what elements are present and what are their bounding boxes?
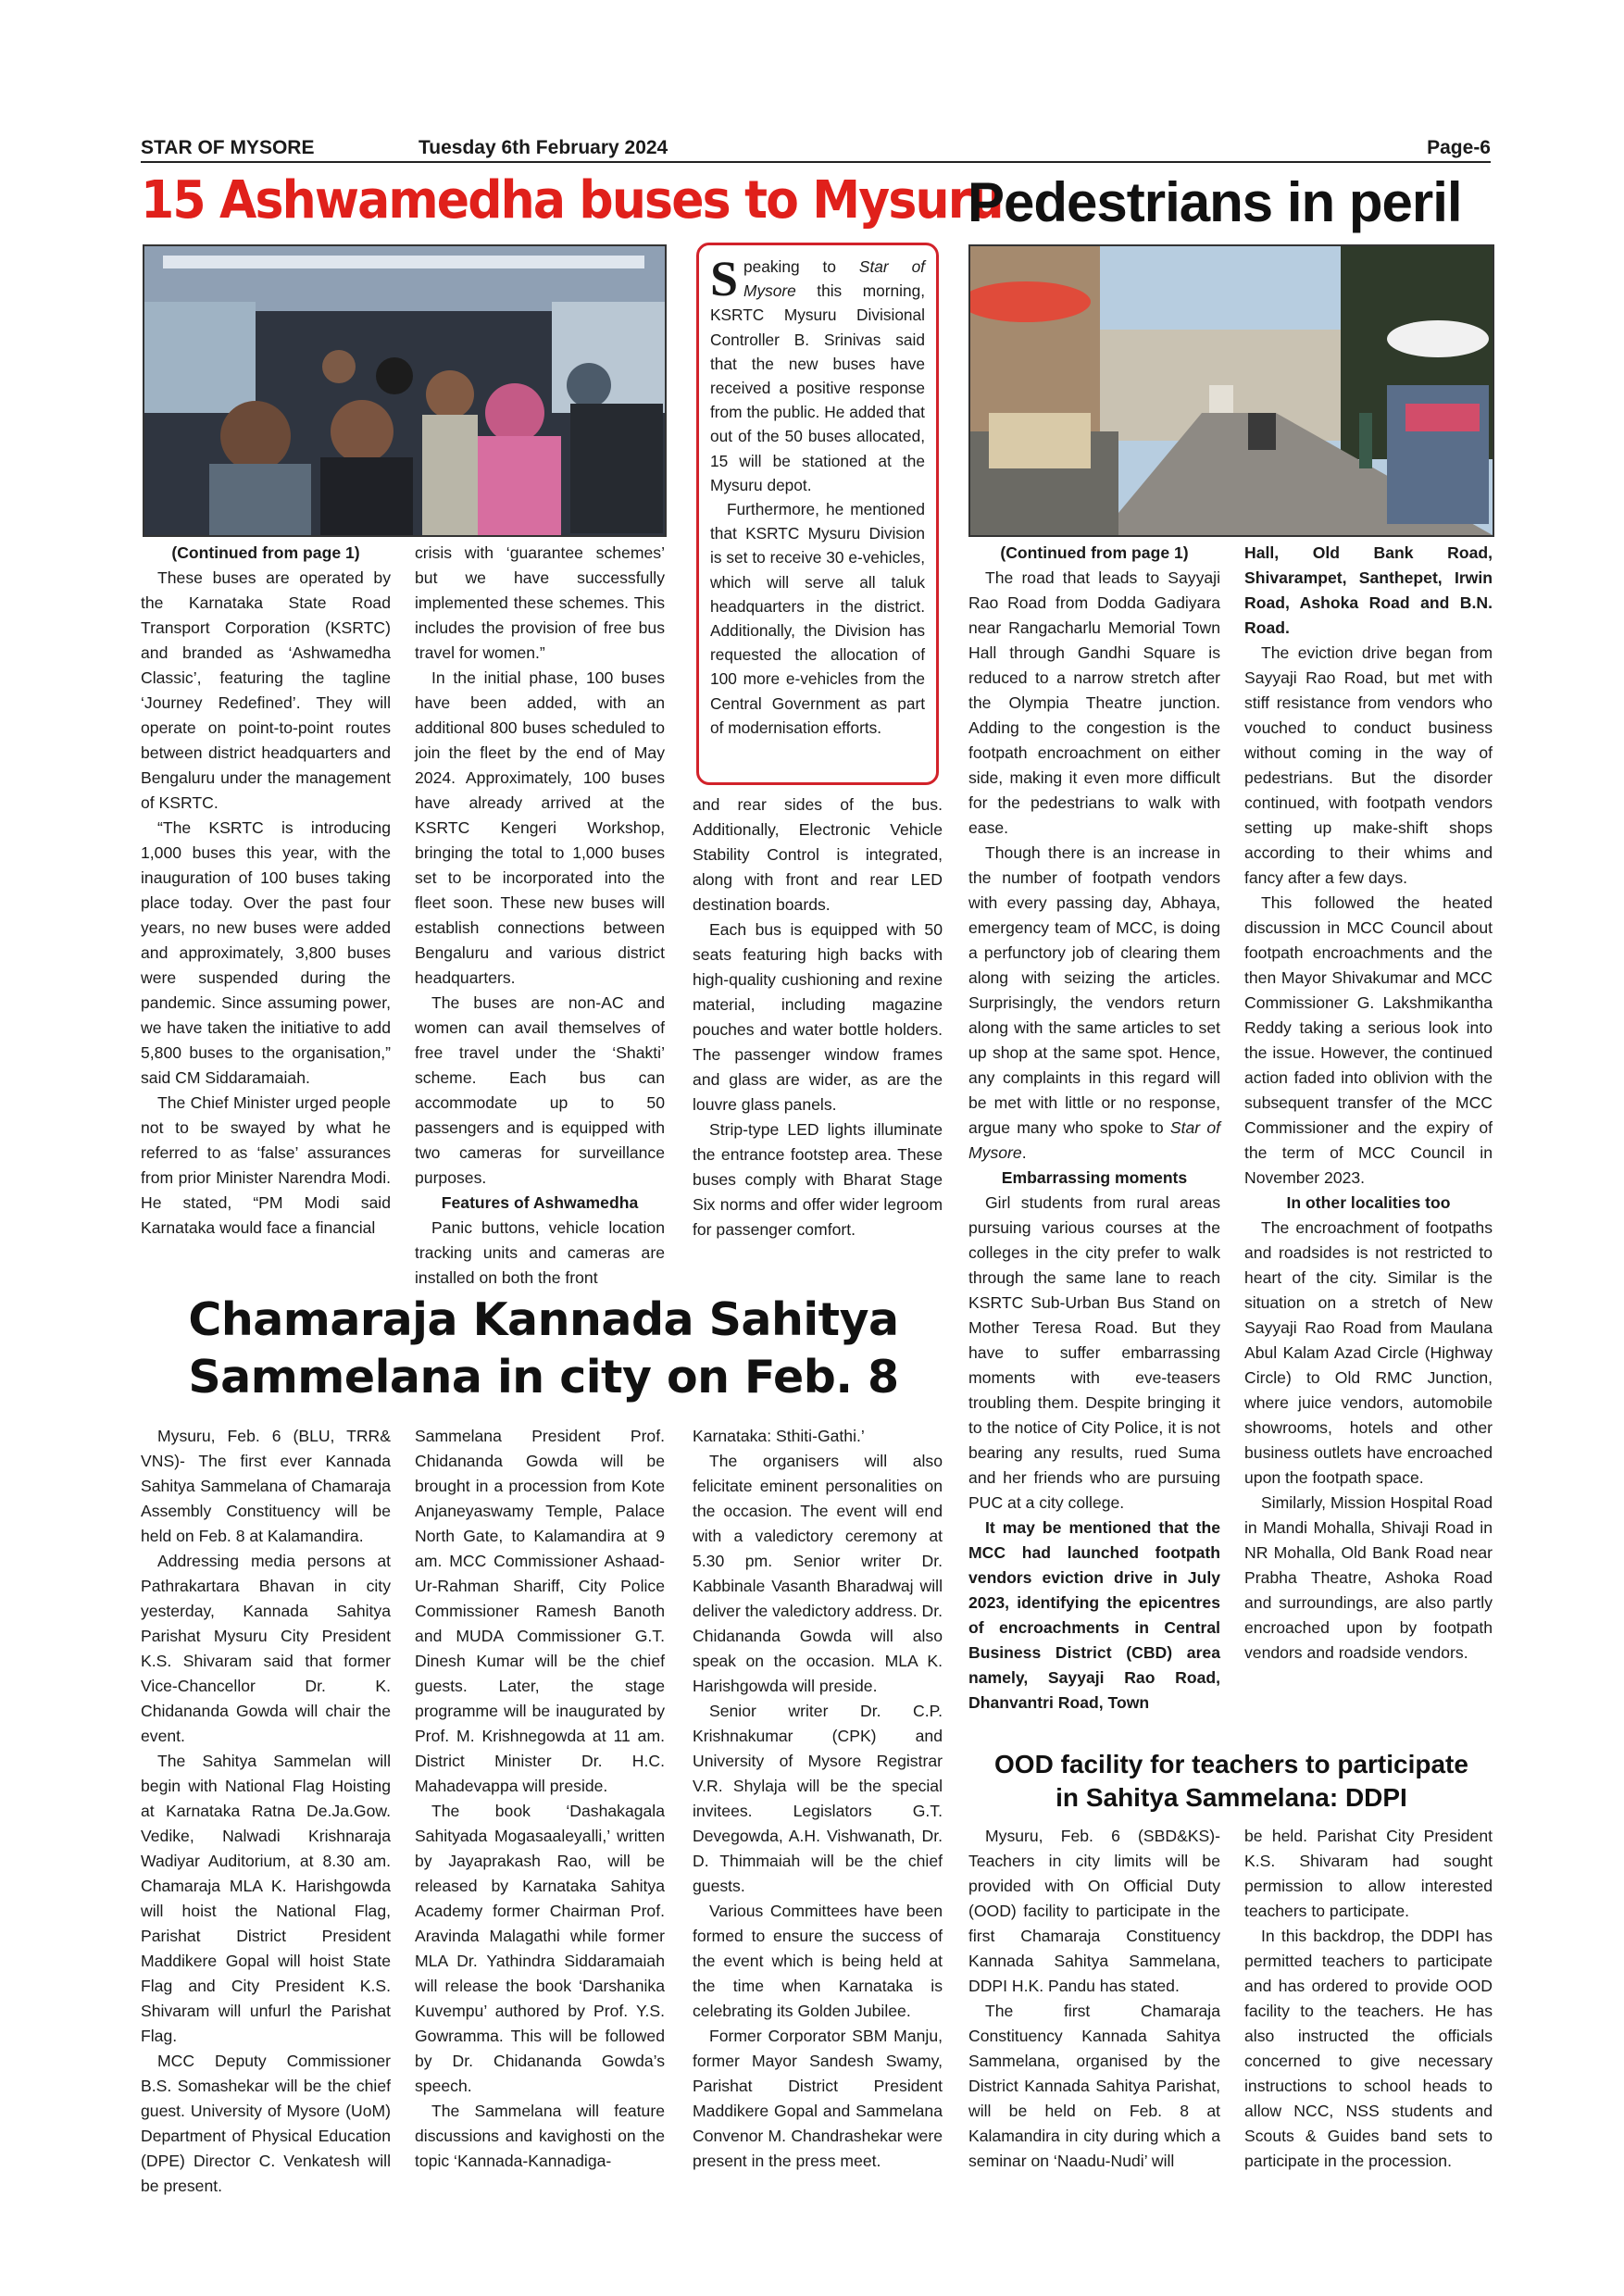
headline-line: Sammelana in city on Feb. 8 xyxy=(188,1351,899,1404)
paragraph: The buses are non-AC and women can avail themselves of free travel under the ‘Shakti’ scheme. Each bus can accommodate up to 50 passengers and is equipped with two cameras for surveillance purposes. xyxy=(415,993,665,1187)
box-paragraph-1 xyxy=(710,251,925,497)
article1-col2 xyxy=(415,541,665,1291)
paragraph: Sammelana President Prof. Chidananda Gowda will be brought in a procession from Kote Anjaneyaswamy Temple, Palace North Gate, to Kalamandira at 9 am. MCC Commissioner Ashaad-Ur-Rahman Shariff, City Police Commissioner Ramesh Banoth and MUDA Commissioner G.T. Dinesh Kumar will be the chief guests. Later, the stage programme will be inaugurated by Prof. M. Krishnegowda at 11 am. District Minister Dr. H.C. Mahadevappa will preside. xyxy=(415,1427,665,1795)
paragraph: The Sahitya Sammelan will begin with National Flag Hoisting at Karnataka Ratna De.Ja.Gow. Vedike, Nalwadi Krishnaraja Wadiyar Auditorium, at 8.30 am. Chamaraja MLA K. Harishgowda will hoist the National Flag, Parishat District President Maddikere Gopal will hoist State Flag and City President K.S. Shivaram will unfurl the Parishat Flag. xyxy=(141,1752,391,2045)
subheading-other-localities: In other localities too xyxy=(1286,1193,1451,1212)
paragraph: The encroachment of footpaths and roadsides is not restricted to heart of the city. Similar is the situation on a stretch of New Sayyaji Rao Road from Maulana Abul Kalam Azad Circle (Highway Circle) to Old RMC Junction, where juice vendors, automobile showrooms, hotels and other business outlets have encroached upon the footpath space. xyxy=(1244,1218,1493,1487)
headline-pedestrians: Pedestrians in peril xyxy=(968,171,1462,233)
paragraph: Girl students from rural areas pursuing various courses at the colleges in the city prefer to walk through the same lane to reach KSRTC Sub-Urban Bus Stand on Mother Teresa Road. But they have to suffer embarrassing moments with eve-teasers troubling them. Despite bringing it to the notice of City Police, it is not bearing any results, rued Suma and her friends who are pursuing PUC at a city college. xyxy=(968,1193,1220,1512)
headline-line: OOD facility for teachers to participate xyxy=(994,1750,1468,1778)
paragraph: Addressing media persons at Pathrakartara Bhavan in city yesterday, Kannada Sahitya Parishat Mysuru City President K.S. Shivaram said that former Vice-Chancellor Dr. K. Chidananda Gowda will chair the event. xyxy=(141,1552,391,1745)
bus-interior-image xyxy=(144,246,665,535)
headline-ood xyxy=(968,1748,1495,1815)
paragraph: Each bus is equipped with 50 seats featuring high backs with high-quality cushioning and rexine material, including magazine pouches and water bottle holders. The passenger window frames and glass are wider, as are the louvre glass panels. xyxy=(693,920,943,1114)
paragraph-bold: It may be mentioned that the MCC had launched footpath vendors eviction drive in July 2023, identifying the epicentres of encroachments in Central Business District (CBD) area namely, Sayyaji Rao Road, Dhanvantri Road, Town xyxy=(968,1518,1220,1712)
subheading-embarrassing: Embarrassing moments xyxy=(1001,1168,1188,1187)
box-p1-rest: this morning, KSRTC Mysuru Divisional Controller B. Srinivas said that the new buses have received a positive response from the public. He added that out of the 50 buses allocated, 15 will be stationed at the Mysuru depot. xyxy=(710,281,925,494)
bus-interior-photo xyxy=(143,244,667,537)
dropcap: S xyxy=(710,251,739,306)
paragraph: Various Committees have been formed to ensure the success of the event which is being held at the time when Karnataka is celebrating its Golden Jubilee. xyxy=(693,1902,943,2020)
paper-name: STAR OF MYSORE xyxy=(141,137,315,158)
text-span: Though there is an increase in the number of footpath vendors with every passing day, Abhaya, emergency team of MCC, is doing a perfunctory job of clearing them along with seizing the articles. Surprisingly, the vendors return along with the same articles to set up shop at the same spot. Hence, any complaints in this regard will be met with little or no response, argue many who spoke to xyxy=(968,843,1220,1137)
continued-label: (Continued from page 1) xyxy=(1000,543,1189,562)
paragraph: The road that leads to Sayyaji Rao Road from Dodda Gadiyara near Rangacharlu Memorial Town Hall through Gandhi Square is reduced to a narrow stretch after the Olympia Theatre junction. Adding to the congestion is the footpath encroachment on either side, making it even more difficult for the pedestrians to walk with ease. xyxy=(968,568,1220,837)
headline-sammelana xyxy=(141,1292,946,1406)
article4-col2 xyxy=(1244,1824,1493,2174)
paragraph: MCC Deputy Commissioner B.S. Somashekar will be the chief guest. University of Mysore (UoM) Department of Physical Education (DPE) Director C. Venkatesh will be present. xyxy=(141,2052,391,2195)
paragraph: Mysuru, Feb. 6 (BLU, TRR& VNS)- The first ever Kannada Sahitya Sammelana of Chamaraja Assembly Constituency will be held on Feb. 8 at Kalamandira. xyxy=(141,1427,391,1545)
paragraph: Strip-type LED lights illuminate the entrance footstep area. These buses comply with Bharat Stage Six norms and offer wider legroom for passenger comfort. xyxy=(693,1120,943,1239)
paragraph: be held. Parishat City President K.S. Shivaram had sought permission to allow interested teachers to participate. xyxy=(1244,1827,1493,1920)
paragraph: Similarly, Mission Hospital Road in Mandi Mohalla, Shivaji Road in NR Mohalla, Old Bank Road near Prabha Theatre, Ashoka Road and surroundings, are also partly encroached upon by footpath vendors and roadside vendors. xyxy=(1244,1493,1493,1662)
paragraph: Mysuru, Feb. 6 (SBD&KS)- Teachers in city limits will be provided with On Official Duty (OOD) facility to participate in the first Chamaraja Constituency Kannada Sahitya Sammelana, DDPI H.K. Pandu has stated. xyxy=(968,1827,1220,1995)
box-lead-italic: Star of Mysore xyxy=(743,257,925,301)
box-lead: peaking to xyxy=(743,257,859,276)
paragraph: The first Chamaraja Constituency Kannada Sahitya Sammelana, organised by the District Kannada Sahitya Parishat, will be held on Feb. 8 at Kalamandira in city during which a seminar on ‘Naadu-Nudi’ will xyxy=(968,2002,1220,2170)
paragraph: Karnataka: Sthiti-Gathi.’ xyxy=(693,1427,865,1445)
paragraph: The Chief Minister urged people not to be swayed by what he referred to as ‘false’ assurances from prior Minister Narendra Modi. He stated, “PM Modi said Karnataka would face a financial xyxy=(141,1093,391,1237)
paragraph-bold: Hall, Old Bank Road, Shivarampet, Santhepet, Irwin Road, Ashoka Road and B.N. Road. xyxy=(1244,543,1493,637)
page-number: Page-6 xyxy=(1427,137,1491,158)
paragraph: Senior writer Dr. C.P. Krishnakumar (CPK) and University of Mysore Registrar V.R. Shylaja will be the special invitees. Legislators G.T. Devegowda, A.H. Vishwanath, Dr. D. Thimmaiah will be the chief guests. xyxy=(693,1702,943,1895)
paragraph: Former Corporator SBM Manju, former Mayor Sandesh Swamy, Parishat District President Maddikere Gopal and Sammelana Convenor M. Chandrashekar were present in the press meet. xyxy=(693,2027,943,2170)
paragraph: The Sammelana will feature discussions and kavighosti on the topic ‘Kannada-Kannadiga- xyxy=(415,2102,665,2170)
subheading-features: Features of Ashwamedha xyxy=(441,1193,639,1212)
paragraph: These buses are operated by the Karnataka State Road Transport Corporation (KSRTC) and branded as ‘Ashwamedha Classic’, featuring the tagline ‘Journey Redefined’. They will operate on point-to-point routes between district headquarters and Bengaluru under the management of KSRTC. xyxy=(141,568,391,812)
headline-ashwamedha: 15 Ashwamedha buses to Mysuru xyxy=(141,170,1003,231)
text-span: . xyxy=(1021,1143,1027,1162)
article3-col2 xyxy=(415,1424,665,2174)
paragraph: crisis with ‘guarantee schemes’ but we have successfully implemented these schemes. This includes the provision of free bus travel for women.” xyxy=(415,543,665,662)
paragraph xyxy=(968,841,1220,1166)
street-photo xyxy=(968,244,1494,537)
continued-label: (Continued from page 1) xyxy=(171,543,360,562)
paragraph: and rear sides of the bus. Additionally, Electronic Vehicle Stability Control is integrated, along with front and rear LED destination boards. xyxy=(693,795,943,914)
paragraph: This followed the heated discussion in MCC Council about footpath encroachments and the then Mayor Shivakumar and MCC Commissioner G. Lakshmikantha Reddy taking a serious look into the issue. However, the continued action faded into oblivion with the subsequent transfer of the MCC Commissioner and the expiry of the term of MCC Council in November 2023. xyxy=(1244,893,1493,1187)
article3-col3 xyxy=(693,1424,943,2174)
article1-col3 xyxy=(693,792,943,1242)
box-paragraph-2: Furthermore, he mentioned that KSRTC Mysuru Division is set to receive 30 e-vehicles, which will serve all taluk headquarters in the district. Additionally, the Division has requested the allocation of 100 more e-vehicles from the Central Government as part of modernisation efforts. xyxy=(710,500,925,737)
article4-col1 xyxy=(968,1824,1220,2174)
paragraph: The eviction drive began from Sayyaji Rao Road, but met with stiff resistance from vendors who vouched to conduct business without coming in the way of pedestrians. But the disorder continued, with footpath vendors setting up make-shift shops according to their whims and fancy after a few days. xyxy=(1244,643,1493,887)
article1-col1 xyxy=(141,541,391,1241)
article3-col1 xyxy=(141,1424,391,2199)
paragraph: The organisers will also felicitate eminent personalities on the occasion. The event will end with a valedictory ceremony at 5.30 pm. Senior writer Dr. Kabbinale Vasanth Bharadwaj will deliver the valedictory address. Dr. Chidananda Gowda will also speak on the occasion. MLA K. Harishgowda will preside. xyxy=(693,1452,943,1695)
paragraph: “The KSRTC is introducing 1,000 buses this year, with the inauguration of 100 buses taking place today. Over the past four years, no new buses were added and approximately, 3,800 buses were suspended during the pandemic. Since assuming power, we have taken the initiative to add 5,800 buses to the organisation,” said CM Siddaramaiah. xyxy=(141,818,391,1087)
paragraph: Panic buttons, vehicle location tracking units and cameras are installed on both the front xyxy=(415,1218,665,1287)
issue-date: Tuesday 6th February 2024 xyxy=(418,137,668,158)
italic-span: Star of Mysore xyxy=(968,1118,1221,1162)
paragraph: The book ‘Dashakagala Sahityada Mogasaaleyalli,’ written by Jayaprakash Rao, will be released by Karnataka Sahitya Academy former Chairman Prof. Aravinda Malagathi while former MLA Dr. Yathindra Siddaramaiah will release the book ‘Darshanika Kuvempu’ authored by Prof. Y.S. Gowramma. This will be followed by Dr. Chidananda Gowda’s speech. xyxy=(415,1802,665,2095)
street-image xyxy=(970,246,1493,535)
article2-col2 xyxy=(1244,541,1493,1666)
paragraph: In the initial phase, 100 buses have been added, with an additional 800 buses scheduled to join the fleet by the end of May 2024. Approximately, 100 buses have already arrived at the KSRTC Kengeri Workshop, bringing the total to 1,000 buses set to be incorporated into the fleet soon. These new buses will establish connections between Bengaluru and various district headquarters. xyxy=(415,668,665,987)
headline-line: in Sahitya Sammelana: DDPI xyxy=(1056,1783,1407,1812)
article2-col1 xyxy=(968,541,1220,1716)
headline-line: Chamaraja Kannada Sahitya xyxy=(188,1293,899,1346)
quote-box xyxy=(696,243,939,785)
masthead xyxy=(141,137,1491,163)
paragraph: In this backdrop, the DDPI has permitted teachers to participate and has ordered to provide OOD facility to the teachers. He has also instructed the officials concerned to give necessary instructions to school heads to allow NCC, NSS students and Scouts & Guides band sets to participate in the procession. xyxy=(1244,1927,1493,2170)
